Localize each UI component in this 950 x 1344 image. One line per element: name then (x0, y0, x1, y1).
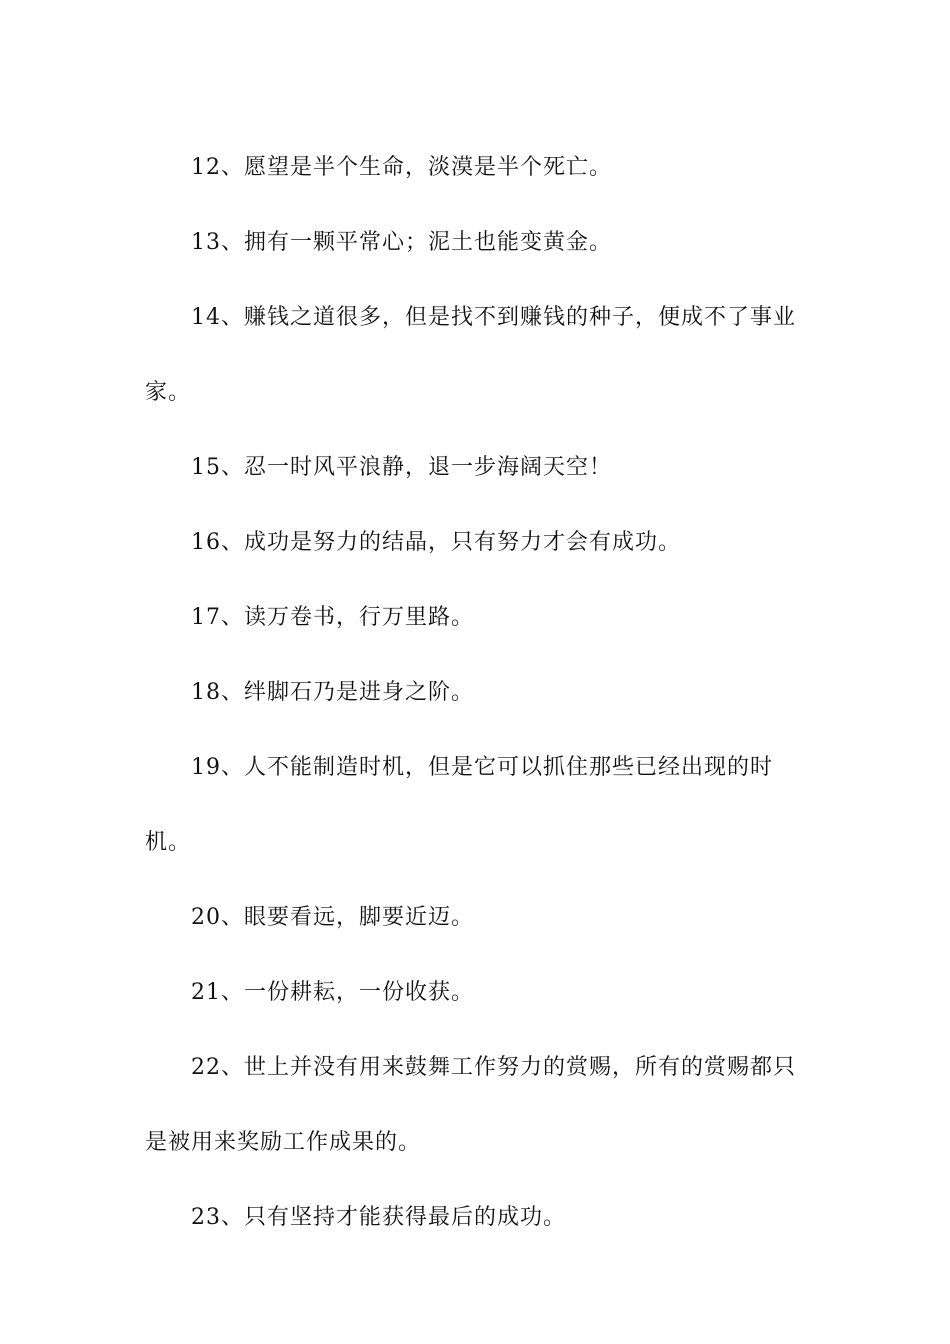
quote-paragraph-22: 22、世上并没有用来鼓舞工作努力的赏赐，所有的赏赐都只是被用来奖励工作成果的。 (145, 1055, 796, 1155)
quote-paragraph-23: 23、只有坚持才能获得最后的成功。 (191, 1205, 566, 1230)
quote-paragraph-19: 19、人不能制造时机，但是它可以抓住那些已经出现的时机。 (145, 755, 773, 855)
quote-paragraph-21: 21、一份耕耘，一份收获。 (191, 980, 474, 1005)
quote-paragraph-18: 18、绊脚石乃是进身之阶。 (191, 680, 474, 705)
quote-paragraph-16: 16、成功是努力的结晶，只有努力才会有成功。 (191, 530, 681, 555)
quote-paragraph-20: 20、眼要看远，脚要近迈。 (191, 905, 474, 930)
quote-paragraph-17: 17、读万卷书，行万里路。 (191, 605, 474, 630)
quote-paragraph-15: 15、忍一时风平浪静，退一步海阔天空！ (191, 455, 612, 480)
quote-paragraph-12: 12、愿望是半个生命，淡漠是半个死亡。 (191, 155, 612, 180)
quote-paragraph-14: 14、赚钱之道很多，但是找不到赚钱的种子，便成不了事业家。 (145, 305, 796, 405)
quote-paragraph-13: 13、拥有一颗平常心；泥土也能变黄金。 (191, 230, 612, 255)
document-body (145, 130, 807, 1255)
